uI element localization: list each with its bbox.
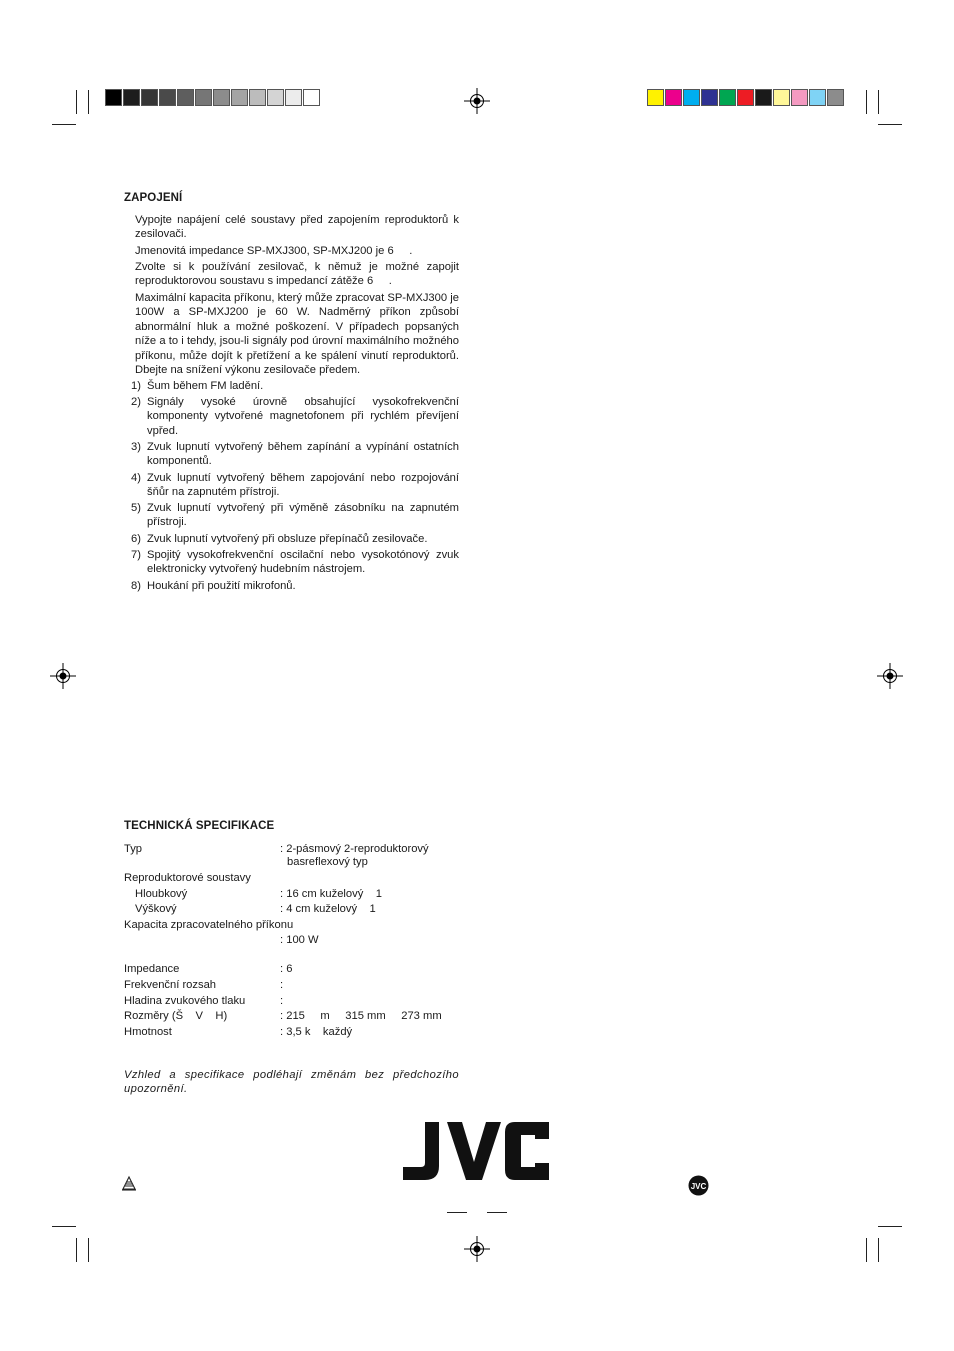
section-heading-spec: TECHNICKÁ SPECIFIKACE xyxy=(124,820,275,832)
spec-value: : 215 m 315 mm 273 mm xyxy=(280,1010,442,1022)
spec-value: : xyxy=(280,979,284,991)
spec-label: Rozměry (Š V H) xyxy=(124,1010,228,1022)
spec-value: : 16 cm kuželový 1 xyxy=(280,888,382,900)
paragraph: Vypojte napájení celé soustavy před zapojením reproduktorů k zesilovači. xyxy=(135,214,459,241)
crop-mark xyxy=(52,1226,76,1227)
paragraph: Maximální kapacita příkonu, který může zpracovat SP-MXJ300 je 100W a SP-MXJ200 je 60 W. Nadměrný příkon způsobí abnormální hluk a možné poškození. V případech popsaných níže a to i tehdy, jsou-li signály pod úrovní maximálního možného příkonu, může dojít k přetížení a ke spálení vinutí reproduktorů. Dbejte na snížení výkonu zesilovače předem. xyxy=(135,292,459,377)
section-heading-zapojeni: ZAPOJENÍ xyxy=(124,192,183,204)
list-number: 4) xyxy=(131,472,141,484)
spec-label: Hloubkový xyxy=(135,888,188,900)
color-swatch xyxy=(773,89,790,106)
spec-label: Výškový xyxy=(135,903,177,915)
list-number: 2) xyxy=(131,396,141,408)
spec-label: Hladina zvukového tlaku xyxy=(124,995,246,1007)
list-number: 3) xyxy=(131,441,141,453)
list-number: 5) xyxy=(131,502,141,514)
list-number: 8) xyxy=(131,580,141,592)
spec-label: Reproduktorové soustavy xyxy=(124,872,251,884)
list-item: Zvuk lupnutí vytvořený během zapojování nebo rozpojování šňůr na zapnutém přístroji. xyxy=(147,472,459,499)
color-swatch xyxy=(827,89,844,106)
disclaimer-note: Vzhled a specifikace podléhají změnám bez předchozího upozornění. xyxy=(124,1069,459,1095)
spec-value: : 6 xyxy=(280,963,293,975)
spec-label: Impedance xyxy=(124,963,180,975)
list-item: Zvuk lupnutí vytvořený při obsluze přepínačů zesilovače. xyxy=(147,533,428,545)
color-swatch xyxy=(213,89,230,106)
registration-mark-icon xyxy=(464,1236,490,1262)
list-item: Zvuk lupnutí vytvořený během zapínání a vypínání ostatních komponentů. xyxy=(147,441,459,468)
color-swatch xyxy=(303,89,320,106)
spec-label: Kapacita zpracovatelného příkonu xyxy=(124,919,294,931)
crop-mark xyxy=(878,124,902,125)
crop-mark xyxy=(878,90,879,114)
list-item: Signály vysoké úrovně obsahující vysokofrekvenční komponenty vytvořené magnetofonem při rychlém převíjení vpřed. xyxy=(147,396,459,437)
spec-label: Typ xyxy=(124,843,143,855)
registration-mark-icon xyxy=(50,663,76,689)
color-swatch xyxy=(809,89,826,106)
color-bar xyxy=(647,89,845,106)
paragraph: Zvolte si k používání zesilovač, k němuž je možné zapojit reproduktorovou soustavu s impedancí zátěže 6 . xyxy=(135,261,463,288)
spec-label: Hmotnost xyxy=(124,1026,172,1038)
paper-recycle-icon xyxy=(120,1174,138,1192)
page-mark xyxy=(447,1212,467,1213)
crop-mark xyxy=(866,1238,867,1262)
spec-value: : 2-pásmový 2-reproduktorový xyxy=(280,843,429,855)
crop-mark xyxy=(88,1238,89,1262)
color-swatch xyxy=(701,89,718,106)
color-swatch xyxy=(105,89,122,106)
spec-value: : xyxy=(280,995,284,1007)
crop-mark xyxy=(88,90,89,114)
color-swatch xyxy=(267,89,284,106)
color-swatch xyxy=(683,89,700,106)
list-item: Zvuk lupnutí vytvořený při výměně zásobníku na zapnutém přístroji. xyxy=(147,502,459,529)
color-swatch xyxy=(249,89,266,106)
color-swatch xyxy=(195,89,212,106)
list-number: 7) xyxy=(131,549,141,561)
color-swatch xyxy=(231,89,248,106)
color-swatch xyxy=(159,89,176,106)
color-swatch xyxy=(285,89,302,106)
color-swatch xyxy=(647,89,664,106)
crop-mark xyxy=(76,1238,77,1262)
color-swatch xyxy=(665,89,682,106)
list-number: 6) xyxy=(131,533,141,545)
crop-mark xyxy=(866,90,867,114)
crop-mark xyxy=(52,124,76,125)
spec-value: : 4 cm kuželový 1 xyxy=(280,903,376,915)
spec-value: : 100 W xyxy=(280,934,319,946)
svg-text:JVC: JVC xyxy=(690,1182,707,1191)
color-swatch xyxy=(719,89,736,106)
color-swatch xyxy=(791,89,808,106)
list-number: 1) xyxy=(131,380,141,392)
spec-value: basreflexový typ xyxy=(287,856,368,868)
crop-mark xyxy=(878,1226,902,1227)
spec-value: : 3,5 k každý xyxy=(280,1026,353,1038)
crop-mark xyxy=(76,90,77,114)
color-swatch xyxy=(177,89,194,106)
spec-label: Frekvenční rozsah xyxy=(124,979,217,991)
color-swatch xyxy=(737,89,754,106)
color-swatch xyxy=(141,89,158,106)
jvc-logo xyxy=(403,1122,549,1180)
jvc-emblem-icon xyxy=(688,1175,709,1196)
color-swatch xyxy=(755,89,772,106)
page-mark xyxy=(487,1212,507,1213)
registration-mark-icon xyxy=(877,663,903,689)
list-item: Šum během FM ladění. xyxy=(147,380,264,392)
grayscale-bar xyxy=(105,89,321,106)
paragraph: Jmenovitá impedance SP-MXJ300, SP-MXJ200 je 6 . xyxy=(135,245,413,257)
list-item: Houkání při použití mikrofonů. xyxy=(147,580,296,592)
registration-mark-icon xyxy=(464,88,490,114)
crop-mark xyxy=(878,1238,879,1262)
list-item: Spojitý vysokofrekvenční oscilační nebo vysokotónový zvuk elektronicky vytvořený hudebním nástrojem. xyxy=(147,549,459,576)
color-swatch xyxy=(123,89,140,106)
